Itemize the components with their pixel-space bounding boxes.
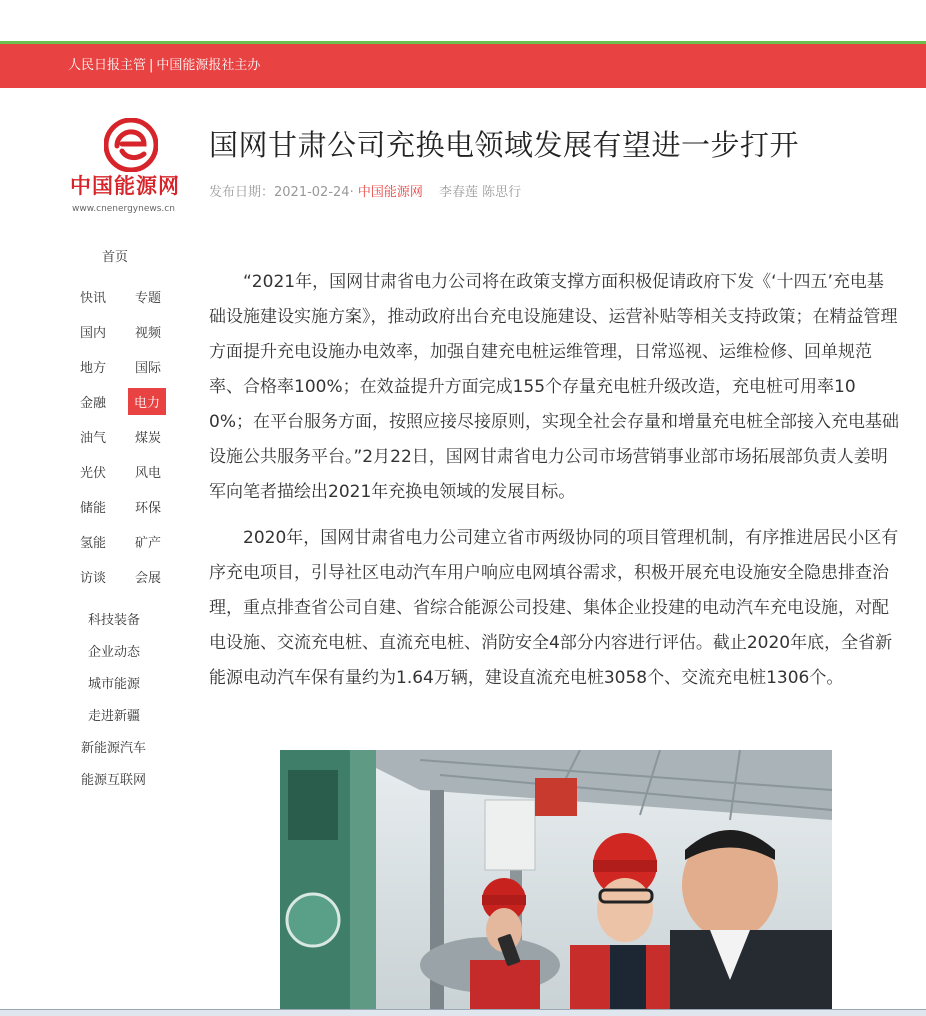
nav-item-dianli[interactable]: 电力: [128, 388, 166, 415]
article-paragraph: “2021年，国网甘肃省电力公司将在政策支撑方面积极促请政府下发《‘十四五’充电基础设施建设实施方案》，推动政府出台充电设施建设、运营补贴等相关支持政策；在精益管理方面提升充电设施办电效率，加强自建充电桩运维管理，日常巡视、运维检修、回单规范率、合格率100%；在效益提升方面完成155个存量充电桩升级改造，充电桩可用率100%；在平台服务方面，按照应接尽接原则，实现全社会存量和增量充电桩全部接入充电基础设施公共服务平台。”2月22日，国网甘肃省电力公司市场营销事业部市场拓展部负责人姜明军向笔者描绘出2021年充换电领域的发展目标。: [209, 272, 899, 502]
logo-url: www.cnenergynews.cn: [72, 204, 175, 214]
date-label: 发布日期：: [209, 185, 275, 200]
article-meta: [209, 181, 521, 200]
nav-item-meitan[interactable]: 煤炭: [135, 431, 162, 446]
nav-item-fengdian[interactable]: 风电: [135, 466, 162, 481]
nav-item-qiye[interactable]: 企业动态: [88, 645, 141, 660]
nav-item-guonei[interactable]: 国内: [80, 326, 107, 341]
publish-date: 2021-02-24: [274, 185, 350, 200]
charging-station-photo: [280, 750, 832, 1015]
article-paragraph: 2020年，国网甘肃省电力公司建立省市两级协同的项目管理机制，有序推进居民小区有序充电项目，引导社区电动汽车用户响应电网填谷需求，积极开展充电设施安全隐患排查治理，重点排查省公司自建、省综合能源公司投建、集体企业投建的电动汽车充电设施，对配电设施、交流充电桩、直流充电桩、消防安全4部分内容进行评估。截止2020年底，全省新能源电动汽车保有量约为1.64万辆，建设直流充电桩3058个、交流充电桩1306个。: [209, 528, 899, 688]
article-photo: [280, 750, 832, 1015]
article-source[interactable]: 中国能源网: [357, 185, 423, 200]
article-title: 国网甘肃公司充换电领域发展有望进一步打开: [209, 128, 800, 162]
nav-item-xinnengyuan-qiche[interactable]: 新能源汽车: [81, 741, 147, 756]
nav-item-kuangchan[interactable]: 矿产: [135, 536, 162, 551]
nav-item-youqi[interactable]: 油气: [80, 431, 107, 446]
nav-item-chuneng[interactable]: 储能: [80, 501, 107, 516]
date-separator: ·: [349, 185, 354, 200]
article-authors: 李春莲 陈思行: [439, 185, 522, 200]
nav-item-guangfu[interactable]: 光伏: [80, 466, 107, 481]
header-bar: [0, 44, 926, 88]
logo-name: 中国能源网: [70, 173, 180, 198]
nav-item-guoji[interactable]: 国际: [135, 361, 162, 376]
nav-item-zhuanti[interactable]: 专题: [135, 291, 162, 306]
nav-home[interactable]: 首页: [102, 250, 129, 265]
cnenergy-logo-icon: [104, 118, 158, 172]
nav-item-kuaixun[interactable]: 快讯: [80, 291, 107, 306]
nav-item-nengyuan-hulianwang[interactable]: 能源互联网: [81, 773, 147, 788]
nav-item-jinrong[interactable]: 金融: [80, 396, 107, 411]
header-supervisor: 人民日报主管: [68, 58, 147, 73]
nav-item-fangtan[interactable]: 访谈: [80, 571, 107, 586]
nav-item-huanbao[interactable]: 环保: [135, 501, 162, 516]
nav-item-chengshi[interactable]: 城市能源: [88, 677, 141, 692]
nav-item-xinjiang[interactable]: 走进新疆: [88, 709, 141, 724]
nav-item-keji[interactable]: 科技装备: [88, 613, 141, 628]
header-sponsor: 中国能源报社主办: [156, 58, 261, 73]
nav-item-huizhan[interactable]: 会展: [135, 571, 162, 586]
header-text: [68, 57, 260, 75]
nav-item-difang[interactable]: 地方: [80, 361, 107, 376]
header-separator: |: [149, 58, 154, 73]
site-logo[interactable]: [70, 118, 192, 220]
nav-item-qingneng[interactable]: 氢能: [80, 536, 107, 551]
nav-item-shipin[interactable]: 视频: [135, 326, 162, 341]
